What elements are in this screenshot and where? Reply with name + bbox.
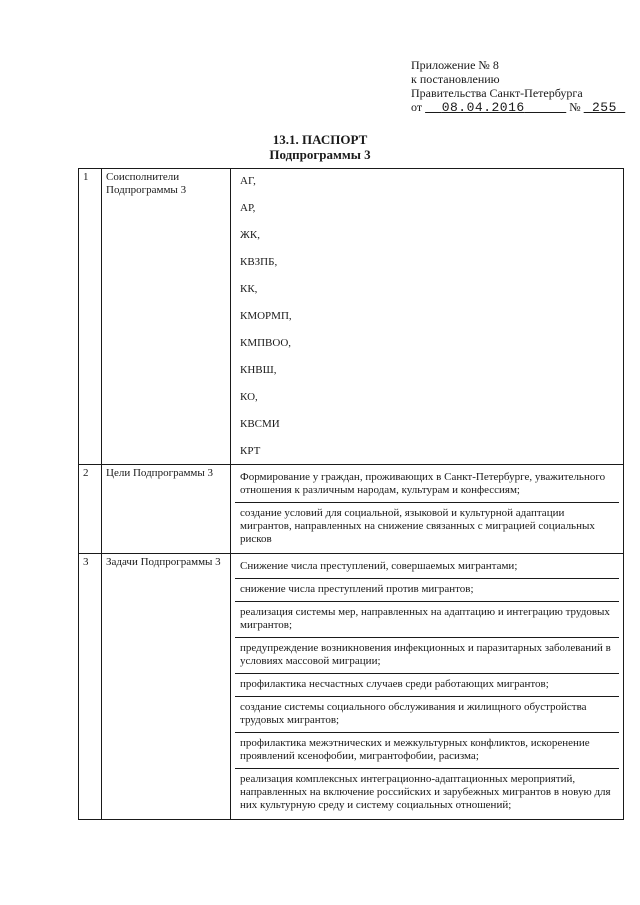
row-number: 3 xyxy=(79,554,102,820)
row-content xyxy=(231,465,624,554)
row-content xyxy=(231,169,624,465)
list-item: предупреждение возникновения инфекционных и паразитарных заболеваний в условиях массовой миграции; xyxy=(235,638,619,674)
list-item: реализация системы мер, направленных на адаптацию и интеграцию трудовых мигрантов; xyxy=(235,602,619,638)
list-item: создание системы социального обслуживания и жилищного обустройства трудовых мигрантов; xyxy=(235,697,619,733)
list-item: КВСМИ xyxy=(240,418,280,430)
decree-number: 255 xyxy=(592,100,617,115)
row-number: 2 xyxy=(79,465,102,554)
table-row xyxy=(79,554,624,820)
list-item: создание условий для социальной, языковой и культурной адаптации мигрантов, направленных на снижение связанных с миграцией социальных рисков xyxy=(240,507,595,545)
list-item: профилактика несчастных случаев среди работающих мигрантов; xyxy=(235,674,619,697)
number-prefix: № xyxy=(569,100,581,114)
appendix-date-line xyxy=(411,100,625,115)
list-item: КНВШ, xyxy=(240,364,277,376)
title-line-1: 13.1. ПАСПОРТ xyxy=(272,132,368,147)
list-item: КВЗПБ, xyxy=(240,256,278,268)
list-item: КО, xyxy=(240,391,258,403)
appendix-line-3: Правительства Санкт-Петербурга xyxy=(411,86,583,100)
decree-date: 08.04.2016 xyxy=(441,100,525,115)
row-label: Задачи Подпрограммы 3 xyxy=(102,554,231,820)
list-item: КМПВОО, xyxy=(240,337,292,349)
list-item: профилактика межэтнических и межкультурных конфликтов, искоренение проявлений ксенофобии, мигрантофобии, расизма; xyxy=(235,733,619,769)
list-item: Формирование у граждан, проживающих в Санкт-Петербурге, уважительного отношения к различным народам, культурам и конфессиям; xyxy=(235,467,619,503)
passport-table xyxy=(78,168,624,820)
appendix-line-1: Приложение № 8 xyxy=(411,58,499,72)
date-prefix: от xyxy=(411,100,423,114)
row-content xyxy=(231,554,624,820)
row-label: Соисполнители Подпрограммы 3 xyxy=(102,169,231,465)
list-item: АР, xyxy=(240,202,256,214)
row-number: 1 xyxy=(79,169,102,465)
list-item: КМОРМП, xyxy=(240,310,292,322)
row-label: Цели Подпрограммы 3 xyxy=(102,465,231,554)
list-item: КРТ xyxy=(240,445,261,457)
appendix-line-2: к постановлению xyxy=(411,72,500,86)
list-item: Снижение числа преступлений, совершаемых мигрантами; xyxy=(235,556,619,579)
list-item: снижение числа преступлений против мигрантов; xyxy=(235,579,619,602)
page-title xyxy=(0,132,640,162)
table-row xyxy=(79,465,624,554)
list-item: реализация комплексных интеграционно-адаптационных мероприятий, направленных на включение российских и зарубежных мигрантов в новую для них культурную среду и систему социальных отношений; xyxy=(240,773,611,811)
table-row xyxy=(79,169,624,465)
appendix-header xyxy=(411,58,625,115)
list-item: КК, xyxy=(240,283,258,295)
list-item: АГ, xyxy=(240,175,256,187)
list-item: ЖК, xyxy=(240,229,260,241)
title-line-2: Подпрограммы 3 xyxy=(269,147,371,162)
